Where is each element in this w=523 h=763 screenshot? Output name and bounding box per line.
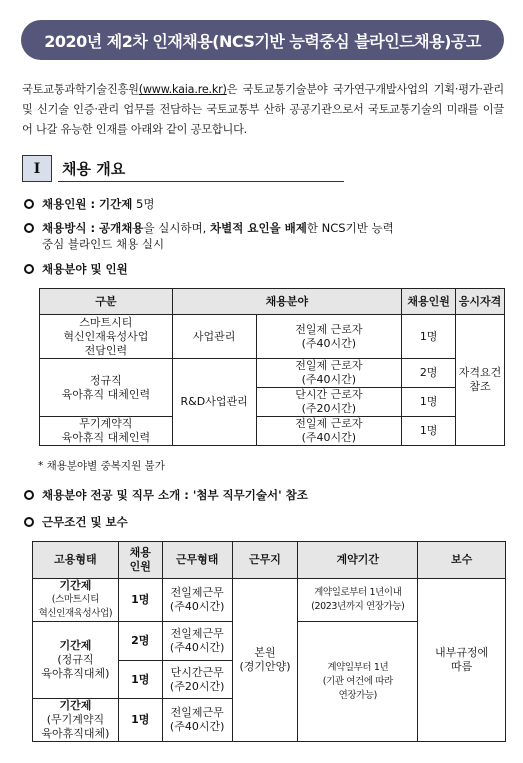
work-conditions-table bbox=[32, 541, 506, 742]
bullet-job-intro bbox=[24, 487, 308, 503]
header-workplace: 근무지 bbox=[232, 542, 298, 579]
bullet-emphasis: 차별적 요인을 배제 bbox=[210, 221, 307, 235]
section-heading bbox=[22, 155, 344, 182]
bullet-label: 채용분야 및 인원 bbox=[42, 262, 128, 276]
cell-category: 무기계약직 육아휴직 대체인력 bbox=[40, 417, 173, 446]
bullet-continuation: 중심 블라인드 채용 실시 bbox=[42, 237, 165, 251]
section-number: I bbox=[22, 155, 52, 182]
cell-count: 1명 bbox=[402, 417, 456, 446]
cell-category: 스마트시티 혁신인재육성사업 전담인력 bbox=[40, 315, 173, 359]
cell-contract-period: 계약일로부터 1년이내 (2023년까지 연장가능) bbox=[298, 579, 418, 622]
bullet-label: 채용방식 : 공개채용 bbox=[42, 221, 144, 235]
bullet-recruit-method bbox=[24, 220, 394, 236]
header-contract-period: 계약기간 bbox=[298, 542, 418, 579]
bullet-circle-icon bbox=[24, 223, 34, 233]
cell-count: 1명 bbox=[118, 699, 162, 742]
section-underline bbox=[58, 181, 344, 182]
recruit-fields-table bbox=[39, 288, 505, 446]
cell-work-type: 전일제근무 (주40시간) bbox=[162, 622, 232, 661]
cell-count: 1명 bbox=[402, 315, 456, 359]
bullet-circle-icon bbox=[24, 517, 34, 527]
bullet-circle-icon bbox=[24, 199, 34, 209]
bullet-label: 채용분야 전공 및 직무 소개 : '첨부 직무기술서' 참조 bbox=[42, 488, 308, 502]
header-work-type: 근무형태 bbox=[162, 542, 232, 579]
cell-field: 사업관리 bbox=[172, 315, 256, 359]
header-field: 채용분야 bbox=[172, 289, 402, 315]
header-count: 채용인원 bbox=[402, 289, 456, 315]
bullet-label: 채용인원 : 기간제 bbox=[42, 197, 133, 211]
note-text: * 채용분야별 중복지원 불가 bbox=[38, 460, 165, 472]
notice-title-banner: 2020년 제2차 인재채용(NCS기반 능력중심 블라인드채용)공고 bbox=[21, 20, 504, 60]
cell-employment-type: 기간제 (무기계약직 육아휴직대체) bbox=[33, 699, 119, 742]
cell-count: 2명 bbox=[402, 359, 456, 388]
cell-count: 1명 bbox=[402, 388, 456, 417]
bullet-recruit-count bbox=[24, 196, 154, 212]
cell-workplace: 본원 (경기안양) bbox=[232, 579, 298, 742]
bullet-label: 근무조건 및 보수 bbox=[42, 515, 128, 529]
cell-work-type: 전일제 근로자 (주40시간) bbox=[256, 359, 402, 388]
bullet-text: 한 NCS기반 능력 bbox=[306, 221, 394, 235]
cell-work-type: 전일제 근로자 (주40시간) bbox=[256, 417, 402, 446]
cell-count: 2명 bbox=[118, 622, 162, 661]
header-pay: 보수 bbox=[418, 542, 506, 579]
cell-count: 1명 bbox=[118, 661, 162, 699]
header-category: 구분 bbox=[40, 289, 173, 315]
cell-field: R&D사업관리 bbox=[172, 359, 256, 446]
cell-pay: 내부규정에 따름 bbox=[418, 579, 506, 742]
cell-work-type: 전일제근무 (주40시간) bbox=[162, 699, 232, 742]
cell-qualification: 자격요건 참조 bbox=[456, 315, 505, 446]
bullet-conditions bbox=[24, 514, 128, 530]
cell-work-type: 전일제근무 (주40시간) bbox=[162, 579, 232, 622]
cell-category: 정규직 육아휴직 대체인력 bbox=[40, 359, 173, 417]
intro-paragraph bbox=[22, 80, 504, 140]
cell-count: 1명 bbox=[118, 579, 162, 622]
cell-employment-type: 기간제 (정규직 육아휴직대체) bbox=[33, 622, 119, 699]
header-employment-type: 고용형태 bbox=[33, 542, 119, 579]
bullet-circle-icon bbox=[24, 264, 34, 274]
section-title: 채용 개요 bbox=[62, 160, 126, 178]
cell-work-type: 전일제 근로자 (주40시간) bbox=[256, 315, 402, 359]
bullet-value: 5명 bbox=[136, 197, 155, 211]
cell-employment-type: 기간제 (스마트시티 혁신인재육성사업) bbox=[33, 579, 119, 622]
bullet-fields bbox=[24, 261, 128, 277]
bullet-circle-icon bbox=[24, 490, 34, 500]
cell-contract-period: 계약일부터 1년 (기관 여건에 따라 연장가능) bbox=[298, 622, 418, 742]
org-name: 국토교통과학기술진흥원 bbox=[22, 83, 139, 96]
website-link[interactable]: (www.kaia.re.kr) bbox=[138, 83, 227, 96]
header-count: 채용 인원 bbox=[118, 542, 162, 579]
cell-work-type: 단시간 근로자 (주20시간) bbox=[256, 388, 402, 417]
bullet-text: 을 실시하며, bbox=[143, 221, 207, 235]
cell-work-type: 단시간근무 (주20시간) bbox=[162, 661, 232, 699]
intro-text: 은 국토교통기술분야 국가연구개발사업의 기획·평가·관리 및 신기술 인증·관리 업무를 전담하는 국토교통부 산하 공공기관으로서 국토교통기술의 미래를 이끌어 나갈 유능한 인재를 아래와 같이 공모합니다. bbox=[22, 83, 504, 136]
header-qualification: 응시자격 bbox=[456, 289, 505, 315]
